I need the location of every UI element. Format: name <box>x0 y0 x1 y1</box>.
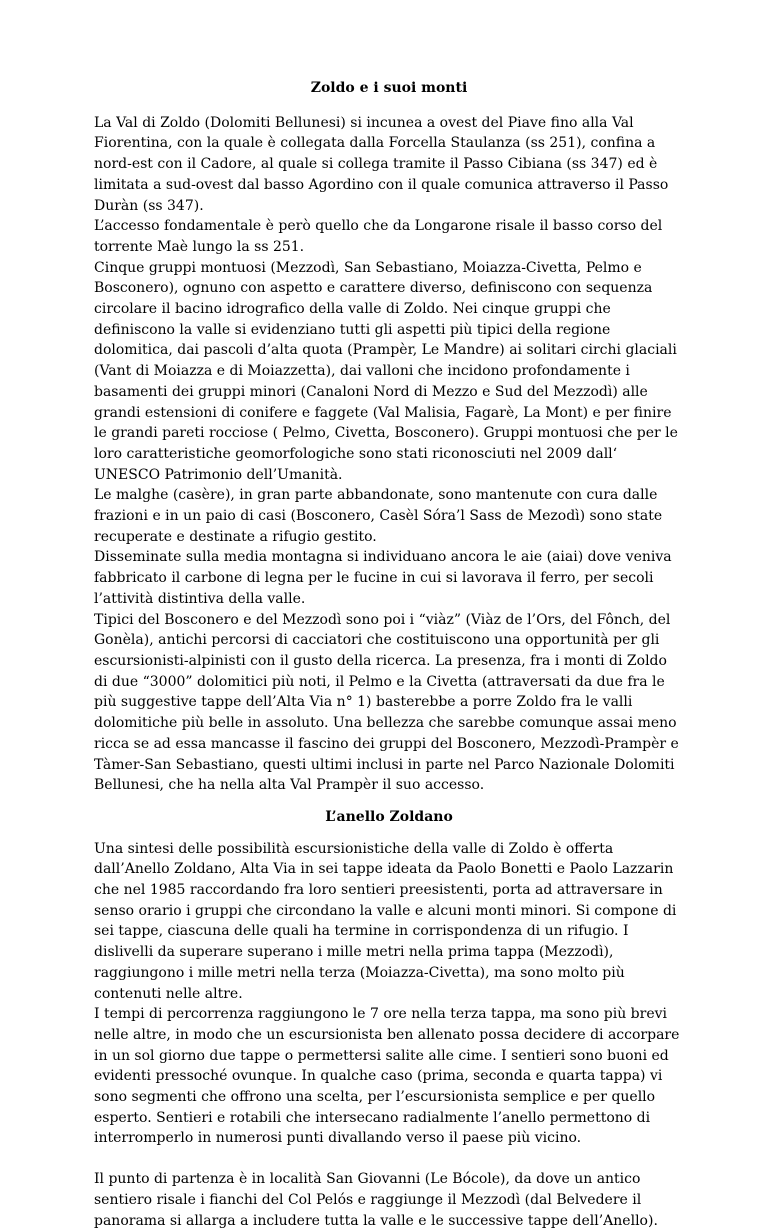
paragraph: Tipici del Bosconero e del Mezzodì sono poi i “viàz” (Viàz de l’Ors, del Fônch, del Gonèla), antichi percorsi di cacciatori che costituiscono una opportunità per gli escursionisti-alpinisti con il gusto della ricerca. La presenza, fra i monti di Zoldo di due “3000” dolomitici più noti, il Pelmo e la Civetta (attraversati da due fra le più suggestive tappe dell’Alta Via n° 1) basterebbe a porre Zoldo fra le valli dolomitiche più belle in assoluto. Una bellezza che sarebbe comunque assai meno ricca se ad essa mancasse il fascino dei gruppi del Bosconero, Mezzodì-Prampèr e Tàmer-San Sebastiano, questi ultimi inclusi in parte nel Parco Nazionale Dolomiti Bellunesi, che ha nella alta Val Prampèr il suo accesso. <box>94 611 679 794</box>
paragraph: La Val di Zoldo (Dolomiti Bellunesi) si incunea a ovest del Piave fino alla Val Fiorentina, con la quale è collegata dalla Forcella Staulanza (ss 251), confina a nord-est con il Cadore, al quale si collega tramite il Passo Cibiana (ss 347) ed è limitata a sud-ovest dal basso Agordino con il quale comunica attraverso il Passo Duràn (ss 347). <box>94 114 669 214</box>
intro-section <box>94 113 684 796</box>
document-page <box>94 78 684 1231</box>
paragraph: Disseminate sulla media montagna si individuano ancora le aie (aiai) dove veniva fabbricato il carbone di legna per le fucine in cui si lavorava il ferro, per secoli l’attività distintiva della valle. <box>94 549 672 607</box>
paragraph: Il punto di partenza è in località San Giovanni (Le Bócole), da dove un antico sentiero risale i fianchi del Col Pelós e raggiunge il Mezzodì (dal Belvedere il panorama si allarga a includere tutta la valle e le successive tappe dell’Anello). <box>94 1171 658 1229</box>
paragraph: I tempi di percorrenza raggiungono le 7 ore nella terza tappa, ma sono più brevi nelle altre, in modo che un escursionista ben allenato possa decidere di accorpare in un sol giorno due tappe o permettersi salite alle cime. I sentieri sono buoni ed evidenti pressoché ovunque. In qualche caso (prima, seconda e quarta tappa) vi sono segmenti che offrono una scelta, per l’escursionista semplice e per quello esperto. Sentieri e rotabili che intersecano radialmente l’anello permettono di interromperlo in numerosi punti divallando verso il paese più vicino. <box>94 1006 680 1147</box>
paragraph: Le malghe (casère), in gran parte abbandonate, sono mantenute con cura dalle frazioni e in un paio di casi (Bosconero, Casèl Sóra’l Sass de Mezodì) sono state recuperate e destinate a rifugio gestito. <box>94 487 663 545</box>
paragraph: Una sintesi delle possibilità escursionistiche della valle di Zoldo è offerta dall’Anello Zoldano, Alta Via in sei tappe ideata da Paolo Bonetti e Paolo Lazzarin che nel 1985 raccordando fra loro sentieri preesistenti, porta ad attraversare in senso orario i gruppi che circondano la valle e alcuni monti minori. Si compone di sei tappe, ciascuna delle quali ha termine in corrispondenza di un rifugio. I dislivelli da superare superano i mille metri nella prima tappa (Mezzodì), raggiungono i mille metri nella terza (Moiazza-Civetta), ma sono molto più contenuti nelle altre. <box>94 840 677 1002</box>
document-title: Zoldo e i suoi monti <box>310 80 468 96</box>
paragraph: L’accesso fondamentale è però quello che da Longarone risale il basso corso del torrente Maè lungo la ss 251. <box>94 218 663 255</box>
section-heading: L’anello Zoldano <box>325 808 453 825</box>
paragraph: Cinque gruppi montuosi (Mezzodì, San Sebastiano, Moiazza-Civetta, Pelmo e Bosconero), ognuno con aspetto e carattere diverso, definiscono con sequenza circolare il bacino idrografico della valle di Zoldo. Nei cinque gruppi che definiscono la valle si evidenziano tutti gli aspetti più tipici della regione dolomitica, dai pascoli d’alta quota (Prampèr, Le Mandre) ai solitari circhi glaciali (Vant di Moiazza e di Moiazzetta), dai valloni che incidono profondamente i basamenti dei gruppi minori (Canaloni Nord di Mezzo e Sud del Mezzodì) alle grandi estensioni di conifere e faggete (Val Malisia, Fagarè, La Mont) e per finire le grandi pareti rocciose ( Pelmo, Civetta, Bosconero). Gruppi montuosi che per le loro caratteristiche geomorfologiche sono stati riconosciuti nel 2009 dall‘ UNESCO Patrimonio dell’Umanità. <box>94 259 678 483</box>
start-section <box>94 1169 684 1231</box>
